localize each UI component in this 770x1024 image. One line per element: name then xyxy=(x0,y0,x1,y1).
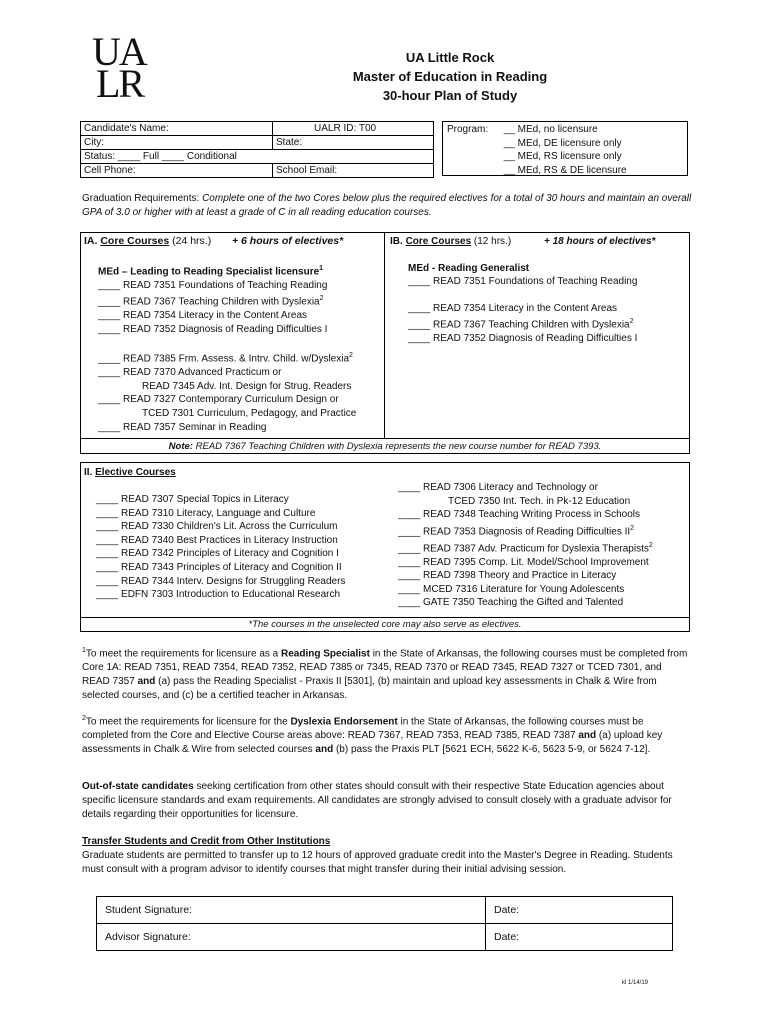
core-a-course-text: ____ READ 7385 Frm. Assess. & Intrv. Child. w/Dyslexia xyxy=(98,353,350,365)
advisor-date-field[interactable]: Date: xyxy=(486,924,673,951)
footnote-2-a: To meet the requirements for licensure for the xyxy=(85,716,291,728)
ualr-logo xyxy=(92,29,174,108)
city-field[interactable]: City: xyxy=(81,136,273,150)
student-signature-field[interactable]: Student Signature: xyxy=(97,897,486,924)
core-b-column xyxy=(390,235,686,346)
logo-line-2: LR xyxy=(96,61,144,106)
core-a-course-text: ____ READ 7367 Teaching Children with Dyslexia xyxy=(98,296,320,308)
core-a-prefix: IA. xyxy=(84,235,101,247)
graduation-lead: Graduation Requirements: xyxy=(82,193,203,204)
footnote-2-c: in the State of Arkansas, the following courses must be completed from the Core and Elective Course areas above: READ 7367, READ 7353, READ 7385, READ 7387 xyxy=(82,716,644,742)
core-a-course[interactable]: ____ READ 7351 Foundations of Teaching Reading xyxy=(98,279,328,291)
transfer-title: Transfer Students and Credit from Other Institutions xyxy=(82,836,331,847)
footnote-dyslexia xyxy=(82,712,692,757)
dyslexia-sup: 2 xyxy=(349,352,353,360)
elective-course[interactable]: ____ READ 7398 Theory and Practice in Literacy xyxy=(398,570,617,582)
footnote-1-a: To meet the requirements for licensure as a xyxy=(85,648,281,660)
core-a-course-alt: READ 7345 Adv. Int. Design for Strug. Readers xyxy=(142,380,352,392)
core-b-title: Core Courses xyxy=(405,236,472,247)
footnote-1-d: and xyxy=(137,676,156,688)
footnote-reading-specialist xyxy=(82,644,692,703)
cell-phone-field[interactable]: Cell Phone: xyxy=(81,164,273,178)
electives-header xyxy=(84,466,176,480)
footnote-2-sup: 2 xyxy=(82,715,86,722)
page-title xyxy=(260,48,640,105)
logo-line-1: UA xyxy=(92,29,146,74)
elective-course[interactable]: ____ READ 7330 Children's Lit. Across the Curriculum xyxy=(96,521,338,533)
footnote-2-e: (a) upload key assessments in Chalk & Wire from selected courses xyxy=(82,730,663,756)
elective-course[interactable]: ____ READ 7343 Principles of Literacy and Cognition II xyxy=(96,561,342,573)
candidate-name-field[interactable]: Candidate's Name: xyxy=(81,122,273,136)
version-stamp: kl 1/14/19 xyxy=(622,980,649,986)
out-of-state-paragraph xyxy=(82,780,692,822)
elective-course-text: ____ READ 7353 Diagnosis of Reading Difficulties II xyxy=(398,526,631,538)
program-option-no-licensure[interactable]: __ MEd, no licensure xyxy=(503,124,598,135)
program-label: Program: xyxy=(447,124,489,135)
footnote-1-c: in the State of Arkansas, the following courses must be completed from Core 1A: READ 7351, READ 7354, READ 7352, READ 7385 or 7345, READ 7370 or READ 7345, READ 7327 or TCED 7301, and READ 7357 xyxy=(82,648,688,688)
dyslexia-sup: 2 xyxy=(630,524,635,532)
elective-course-text: ____ READ 7387 Adv. Practicum for Dyslexia Therapists xyxy=(398,543,649,555)
elective-course[interactable]: ____ GATE 7350 Teaching the Gifted and Talented xyxy=(398,597,624,609)
elective-course[interactable]: ____ READ 7306 Literacy and Technology or xyxy=(398,482,598,493)
dyslexia-sup: 2 xyxy=(648,541,653,549)
core-b-header xyxy=(390,235,686,249)
electives-note: *The courses in the unselected core may also serve as electives. xyxy=(80,617,690,632)
core-a-subhead-text: MEd – Leading to Reading Specialist licensure xyxy=(98,265,320,277)
core-a-hours: (24 hrs.) xyxy=(169,235,212,247)
elective-course[interactable]: ____ READ 7340 Best Practices in Literacy Instruction xyxy=(96,534,338,546)
candidate-info-table xyxy=(80,121,434,178)
core-note xyxy=(80,438,690,454)
core-a-course[interactable]: ____ READ 7370 Advanced Practicum or xyxy=(98,367,282,379)
elective-course[interactable]: ____ READ 7395 Comp. Lit. Model/School Improvement xyxy=(398,556,649,568)
core-a-title: Core Courses xyxy=(100,235,170,247)
transfer-paragraph xyxy=(82,835,692,877)
transfer-text: Graduate students are permitted to transfer up to 12 hours of approved graduate credit into the Master's Degree in Reading. Students must consult with a program advisor to identify courses that might transfer during their initial advising session. xyxy=(82,850,673,875)
footnote-1-e: (a) pass the Reading Specialist - Praxis II [5301], (b) maintain and upload key assessments in Chalk & Wire from selected courses, and (c) be a certified teacher in Arkansas. xyxy=(82,676,657,702)
out-of-state-bold: Out-of-state candidates xyxy=(82,781,194,792)
ualr-id-label: UALR ID: T00 xyxy=(314,122,377,134)
footnote-1-sup: 1 xyxy=(82,647,86,654)
elective-course[interactable]: ____ READ 7307 Special Topics in Literacy xyxy=(96,494,289,505)
title-line-2: Master of Education in Reading xyxy=(352,69,548,84)
core-b-subhead: MEd - Reading Generalist xyxy=(408,262,530,274)
elective-course[interactable]: ____ READ 7348 Teaching Writing Process in Schools xyxy=(398,509,640,521)
core-a-subhead-sup: 1 xyxy=(319,264,324,272)
footnote-2-g: (b) pass the Praxis PLT [5621 ECH, 5622 K-6, 5623 5-9, or 5624 7-12]. xyxy=(333,744,651,756)
core-b-course-text: ____ READ 7367 Teaching Children with Dyslexia xyxy=(408,319,630,331)
elective-course[interactable]: ____ MCED 7316 Literature for Young Adolescents xyxy=(398,583,625,595)
state-field[interactable]: State: xyxy=(273,136,434,150)
elective-course[interactable] xyxy=(398,522,653,539)
electives-prefix: II. xyxy=(84,467,96,478)
core-a-course[interactable]: ____ READ 7327 Contemporary Curriculum Design or xyxy=(98,394,339,406)
footnote-1-b: Reading Specialist xyxy=(281,648,370,660)
core-a-course-alt: TCED 7301 Curriculum, Pedagogy, and Practice xyxy=(142,407,357,419)
electives-title: Elective Courses xyxy=(95,467,176,478)
out-of-state-text: seeking certification from other states should consult with their respective State Education agencies about specific licensure standards and exam requirements. All candidates are strongly advised to consult closely with a graduate advisor for details regarding their opportunities for licensure. xyxy=(82,781,672,820)
student-date-field[interactable]: Date: xyxy=(486,897,673,924)
core-a-course[interactable] xyxy=(84,349,380,366)
dyslexia-sup: 2 xyxy=(319,295,324,303)
electives-right-column xyxy=(398,481,653,610)
title-line-1: UA Little Rock xyxy=(405,50,495,65)
core-a-course[interactable]: ____ READ 7354 Literacy in the Content Areas xyxy=(98,310,308,322)
core-b-course[interactable] xyxy=(390,315,686,332)
elective-course[interactable]: ____ READ 7310 Literacy, Language and Culture xyxy=(96,507,316,519)
graduation-text: Complete one of the two Cores below plus the required electives for a total of 30 hours and maintain an overall GPA of 3.0 or higher with at least a grade of C in all reading education courses. xyxy=(82,193,692,218)
electives-left-column xyxy=(96,493,345,602)
core-b-course[interactable]: ____ READ 7352 Diagnosis of Reading Difficulties I xyxy=(408,333,638,345)
core-a-subhead xyxy=(84,262,380,279)
graduation-requirements xyxy=(82,192,692,220)
program-option-de-only[interactable]: __ MEd, DE licensure only xyxy=(503,137,622,149)
core-note-bold: Note: xyxy=(168,441,193,452)
elective-course[interactable]: ____ READ 7342 Principles of Literacy and Cognition I xyxy=(96,548,339,560)
core-b-course[interactable]: ____ READ 7354 Literacy in the Content Areas xyxy=(408,302,618,314)
school-email-field[interactable]: School Email: xyxy=(273,164,434,178)
program-option-rs-de[interactable]: __ MEd, RS & DE licensure xyxy=(503,164,627,176)
core-b-prefix: IB. xyxy=(390,236,406,247)
core-a-course[interactable] xyxy=(84,292,380,309)
footnote-2-f: and xyxy=(315,744,334,756)
footnote-2-d: and xyxy=(578,730,597,742)
program-options xyxy=(504,123,627,177)
core-a-electives: + 6 hours of electives* xyxy=(232,235,344,247)
program-box xyxy=(442,121,688,176)
elective-course[interactable]: ____ EDFN 7303 Introduction to Educational Research xyxy=(96,589,341,601)
core-note-text: READ 7367 Teaching Children with Dyslexia represents the new course number for READ 7393. xyxy=(192,441,602,452)
ualr-id-field[interactable] xyxy=(273,122,434,136)
advisor-signature-field[interactable]: Advisor Signature: xyxy=(97,924,486,951)
status-field[interactable]: Status: ____ Full ____ Conditional xyxy=(81,150,434,164)
core-b-electives: + 18 hours of electives* xyxy=(544,236,656,247)
title-line-3: 30-hour Plan of Study xyxy=(382,88,518,103)
elective-course[interactable]: ____ READ 7344 Interv. Designs for Struggling Readers xyxy=(96,575,346,587)
elective-course-alt: TCED 7350 Int. Tech. in Pk-12 Education xyxy=(448,495,631,507)
core-a-column xyxy=(84,235,380,434)
core-b-course[interactable]: ____ READ 7351 Foundations of Teaching Reading xyxy=(408,276,638,288)
footnote-2-b: Dyslexia Endorsement xyxy=(290,716,398,728)
core-a-course[interactable]: ____ READ 7352 Diagnosis of Reading Difficulties I xyxy=(98,323,328,335)
core-b-hours: (12 hrs.) xyxy=(471,236,512,247)
signature-table xyxy=(96,896,673,951)
program-option-rs-only[interactable]: __ MEd, RS licensure only xyxy=(503,151,622,162)
dyslexia-sup: 2 xyxy=(629,318,634,326)
elective-course[interactable] xyxy=(398,539,653,556)
core-a-course[interactable]: ____ READ 7357 Seminar in Reading xyxy=(98,421,267,433)
core-a-header xyxy=(84,235,380,249)
